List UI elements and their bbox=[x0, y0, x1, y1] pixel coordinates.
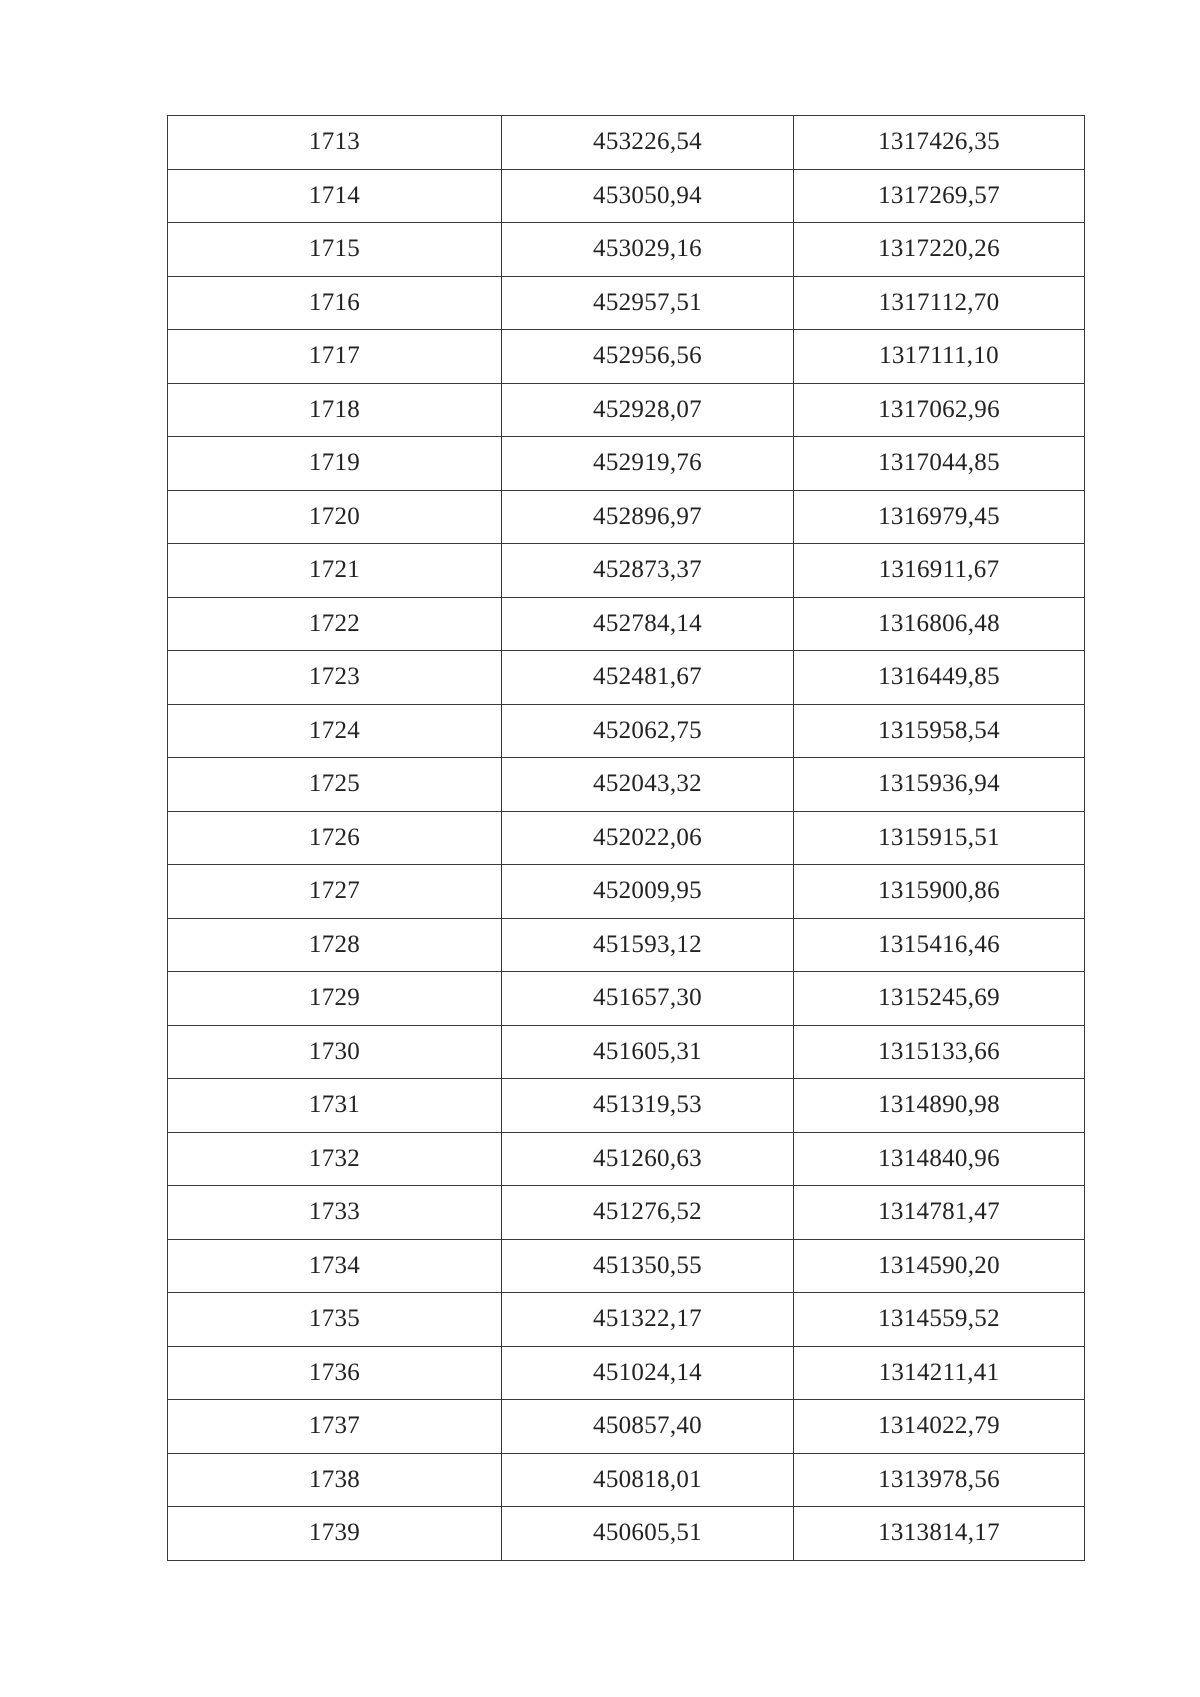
y-coordinate-cell: 1317062,96 bbox=[794, 383, 1085, 437]
table-row bbox=[168, 383, 1085, 437]
x-coordinate-cell: 452919,76 bbox=[502, 437, 794, 491]
x-coordinate-cell: 452043,32 bbox=[502, 758, 794, 812]
point-number-cell: 1719 bbox=[168, 437, 502, 491]
x-coordinate-cell: 451657,30 bbox=[502, 972, 794, 1026]
y-coordinate-cell: 1316911,67 bbox=[794, 544, 1085, 598]
y-coordinate-cell: 1316449,85 bbox=[794, 651, 1085, 705]
y-coordinate-cell: 1316979,45 bbox=[794, 490, 1085, 544]
y-coordinate-cell: 1314559,52 bbox=[794, 1293, 1085, 1347]
y-coordinate-cell: 1313814,17 bbox=[794, 1507, 1085, 1561]
x-coordinate-cell: 450605,51 bbox=[502, 1507, 794, 1561]
point-number-cell: 1717 bbox=[168, 330, 502, 384]
point-number-cell: 1733 bbox=[168, 1186, 502, 1240]
point-number-cell: 1734 bbox=[168, 1239, 502, 1293]
x-coordinate-cell: 453050,94 bbox=[502, 169, 794, 223]
x-coordinate-cell: 452062,75 bbox=[502, 704, 794, 758]
table-row bbox=[168, 1239, 1085, 1293]
point-number-cell: 1739 bbox=[168, 1507, 502, 1561]
x-coordinate-cell: 450818,01 bbox=[502, 1453, 794, 1507]
table-row bbox=[168, 490, 1085, 544]
y-coordinate-cell: 1314890,98 bbox=[794, 1079, 1085, 1133]
y-coordinate-cell: 1313978,56 bbox=[794, 1453, 1085, 1507]
y-coordinate-cell: 1315245,69 bbox=[794, 972, 1085, 1026]
table-row bbox=[168, 1293, 1085, 1347]
table-row bbox=[168, 116, 1085, 170]
table-row bbox=[168, 918, 1085, 972]
x-coordinate-cell: 452957,51 bbox=[502, 276, 794, 330]
point-number-cell: 1724 bbox=[168, 704, 502, 758]
y-coordinate-cell: 1315915,51 bbox=[794, 811, 1085, 865]
table-row bbox=[168, 1186, 1085, 1240]
table-row bbox=[168, 704, 1085, 758]
x-coordinate-cell: 453029,16 bbox=[502, 223, 794, 277]
x-coordinate-cell: 452009,95 bbox=[502, 865, 794, 919]
x-coordinate-cell: 452896,97 bbox=[502, 490, 794, 544]
x-coordinate-cell: 451605,31 bbox=[502, 1025, 794, 1079]
y-coordinate-cell: 1315133,66 bbox=[794, 1025, 1085, 1079]
table-row bbox=[168, 865, 1085, 919]
y-coordinate-cell: 1314211,41 bbox=[794, 1346, 1085, 1400]
x-coordinate-cell: 450857,40 bbox=[502, 1400, 794, 1454]
x-coordinate-cell: 452022,06 bbox=[502, 811, 794, 865]
point-number-cell: 1729 bbox=[168, 972, 502, 1026]
y-coordinate-cell: 1314840,96 bbox=[794, 1132, 1085, 1186]
x-coordinate-cell: 452928,07 bbox=[502, 383, 794, 437]
x-coordinate-cell: 452784,14 bbox=[502, 597, 794, 651]
coordinates-table bbox=[167, 115, 1085, 1561]
x-coordinate-cell: 451593,12 bbox=[502, 918, 794, 972]
table-row bbox=[168, 1025, 1085, 1079]
point-number-cell: 1720 bbox=[168, 490, 502, 544]
x-coordinate-cell: 451260,63 bbox=[502, 1132, 794, 1186]
y-coordinate-cell: 1317426,35 bbox=[794, 116, 1085, 170]
point-number-cell: 1723 bbox=[168, 651, 502, 705]
point-number-cell: 1737 bbox=[168, 1400, 502, 1454]
table-row bbox=[168, 811, 1085, 865]
y-coordinate-cell: 1315958,54 bbox=[794, 704, 1085, 758]
y-coordinate-cell: 1314781,47 bbox=[794, 1186, 1085, 1240]
point-number-cell: 1728 bbox=[168, 918, 502, 972]
x-coordinate-cell: 452481,67 bbox=[502, 651, 794, 705]
x-coordinate-cell: 453226,54 bbox=[502, 116, 794, 170]
point-number-cell: 1715 bbox=[168, 223, 502, 277]
y-coordinate-cell: 1317111,10 bbox=[794, 330, 1085, 384]
table-row bbox=[168, 1079, 1085, 1133]
y-coordinate-cell: 1317269,57 bbox=[794, 169, 1085, 223]
point-number-cell: 1718 bbox=[168, 383, 502, 437]
point-number-cell: 1735 bbox=[168, 1293, 502, 1347]
y-coordinate-cell: 1316806,48 bbox=[794, 597, 1085, 651]
table-row bbox=[168, 1400, 1085, 1454]
x-coordinate-cell: 451350,55 bbox=[502, 1239, 794, 1293]
y-coordinate-cell: 1314590,20 bbox=[794, 1239, 1085, 1293]
x-coordinate-cell: 451024,14 bbox=[502, 1346, 794, 1400]
x-coordinate-cell: 451319,53 bbox=[502, 1079, 794, 1133]
table-row bbox=[168, 758, 1085, 812]
table-row bbox=[168, 1346, 1085, 1400]
y-coordinate-cell: 1317044,85 bbox=[794, 437, 1085, 491]
table-row bbox=[168, 330, 1085, 384]
y-coordinate-cell: 1314022,79 bbox=[794, 1400, 1085, 1454]
point-number-cell: 1727 bbox=[168, 865, 502, 919]
table-row bbox=[168, 1132, 1085, 1186]
y-coordinate-cell: 1315936,94 bbox=[794, 758, 1085, 812]
table-row bbox=[168, 276, 1085, 330]
point-number-cell: 1732 bbox=[168, 1132, 502, 1186]
coordinates-table-body bbox=[168, 116, 1085, 1561]
point-number-cell: 1713 bbox=[168, 116, 502, 170]
table-row bbox=[168, 1507, 1085, 1561]
table-row bbox=[168, 437, 1085, 491]
table-row bbox=[168, 651, 1085, 705]
x-coordinate-cell: 452956,56 bbox=[502, 330, 794, 384]
x-coordinate-cell: 452873,37 bbox=[502, 544, 794, 598]
table-row bbox=[168, 972, 1085, 1026]
x-coordinate-cell: 451276,52 bbox=[502, 1186, 794, 1240]
point-number-cell: 1736 bbox=[168, 1346, 502, 1400]
table-row bbox=[168, 597, 1085, 651]
point-number-cell: 1726 bbox=[168, 811, 502, 865]
point-number-cell: 1714 bbox=[168, 169, 502, 223]
point-number-cell: 1738 bbox=[168, 1453, 502, 1507]
y-coordinate-cell: 1317112,70 bbox=[794, 276, 1085, 330]
y-coordinate-cell: 1315416,46 bbox=[794, 918, 1085, 972]
y-coordinate-cell: 1317220,26 bbox=[794, 223, 1085, 277]
table-row bbox=[168, 544, 1085, 598]
table-row bbox=[168, 223, 1085, 277]
x-coordinate-cell: 451322,17 bbox=[502, 1293, 794, 1347]
point-number-cell: 1722 bbox=[168, 597, 502, 651]
table-row bbox=[168, 1453, 1085, 1507]
point-number-cell: 1716 bbox=[168, 276, 502, 330]
point-number-cell: 1725 bbox=[168, 758, 502, 812]
point-number-cell: 1721 bbox=[168, 544, 502, 598]
point-number-cell: 1730 bbox=[168, 1025, 502, 1079]
table-row bbox=[168, 169, 1085, 223]
y-coordinate-cell: 1315900,86 bbox=[794, 865, 1085, 919]
point-number-cell: 1731 bbox=[168, 1079, 502, 1133]
